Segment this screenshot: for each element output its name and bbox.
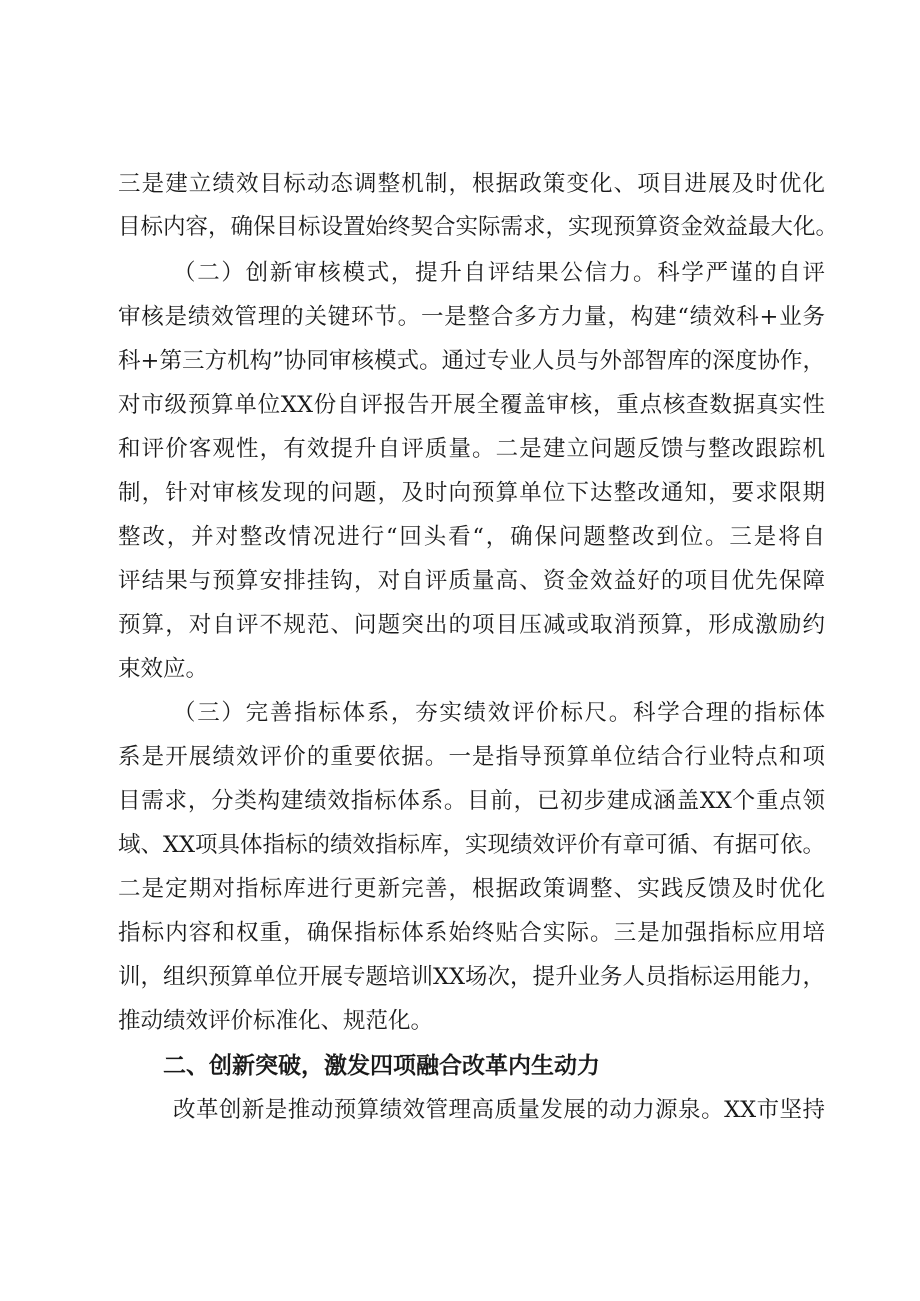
paragraph-line: 科+第三方机构”协同审核模式。通过专业人员与外部智库的深度协作，	[118, 348, 825, 374]
paragraph-line: 评结果与预算安排挂钩，对自评质量高、资金效益好的项目优先保障	[118, 568, 825, 594]
paragraph-line: 二是定期对指标库进行更新完善，根据政策调整、实践反馈及时优化	[118, 876, 825, 902]
paragraph-line: 制，针对审核发现的问题，及时向预算单位下达整改通知，要求限期	[118, 480, 825, 506]
paragraph-line: 整改，并对整改情况进行“回头看“，确保问题整改到位。三是将自	[118, 524, 825, 550]
paragraph-line: 指标内容和权重，确保指标体系始终贴合实际。三是加强指标应用培	[118, 920, 825, 946]
paragraph-line: 域、XX项具体指标的绩效指标库，实现绩效评价有章可循、有据可依。	[118, 832, 826, 858]
paragraph-line: （二）创新审核模式，提升自评结果公信力。科学严谨的自评	[173, 260, 825, 286]
paragraph-line: （三）完善指标体系，夯实绩效评价标尺。科学合理的指标体	[173, 700, 825, 726]
paragraph-line: 和评价客观性，有效提升自评质量。二是建立问题反馈与整改跟踪机	[118, 436, 825, 462]
paragraph-line: 改革创新是推动预算绩效管理高质量发展的动力源泉。XX市坚持	[173, 1097, 825, 1123]
paragraph-line: 推动绩效评价标准化、规范化。	[118, 1008, 434, 1034]
paragraph-line: 审核是绩效管理的关键环节。一是整合多方力量，构建“绩效科+业务	[118, 304, 825, 330]
section-heading: 二、创新突破，激发四项融合改革内生动力	[163, 1053, 600, 1079]
paragraph-line: 束效应。	[118, 656, 209, 682]
paragraph-line: 目标内容，确保目标设置始终契合实际需求，实现预算资金效益最大化。	[118, 214, 839, 240]
paragraph-line: 系是开展绩效评价的重要依据。一是指导预算单位结合行业特点和项	[118, 744, 825, 770]
paragraph-line: 预算，对自评不规范、问题突出的项目压减或取消预算，形成激励约	[118, 612, 825, 638]
paragraph-line: 对市级预算单位XX份自评报告开展全覆盖审核，重点核查数据真实性	[118, 392, 825, 418]
paragraph-line: 目需求，分类构建绩效指标体系。目前，已初步建成涵盖XX个重点领	[118, 788, 825, 814]
paragraph-line: 三是建立绩效目标动态调整机制，根据政策变化、项目进展及时优化	[118, 171, 825, 197]
paragraph-line: 训，组织预算单位开展专题培训XX场次，提升业务人员指标运用能力，	[118, 964, 826, 990]
